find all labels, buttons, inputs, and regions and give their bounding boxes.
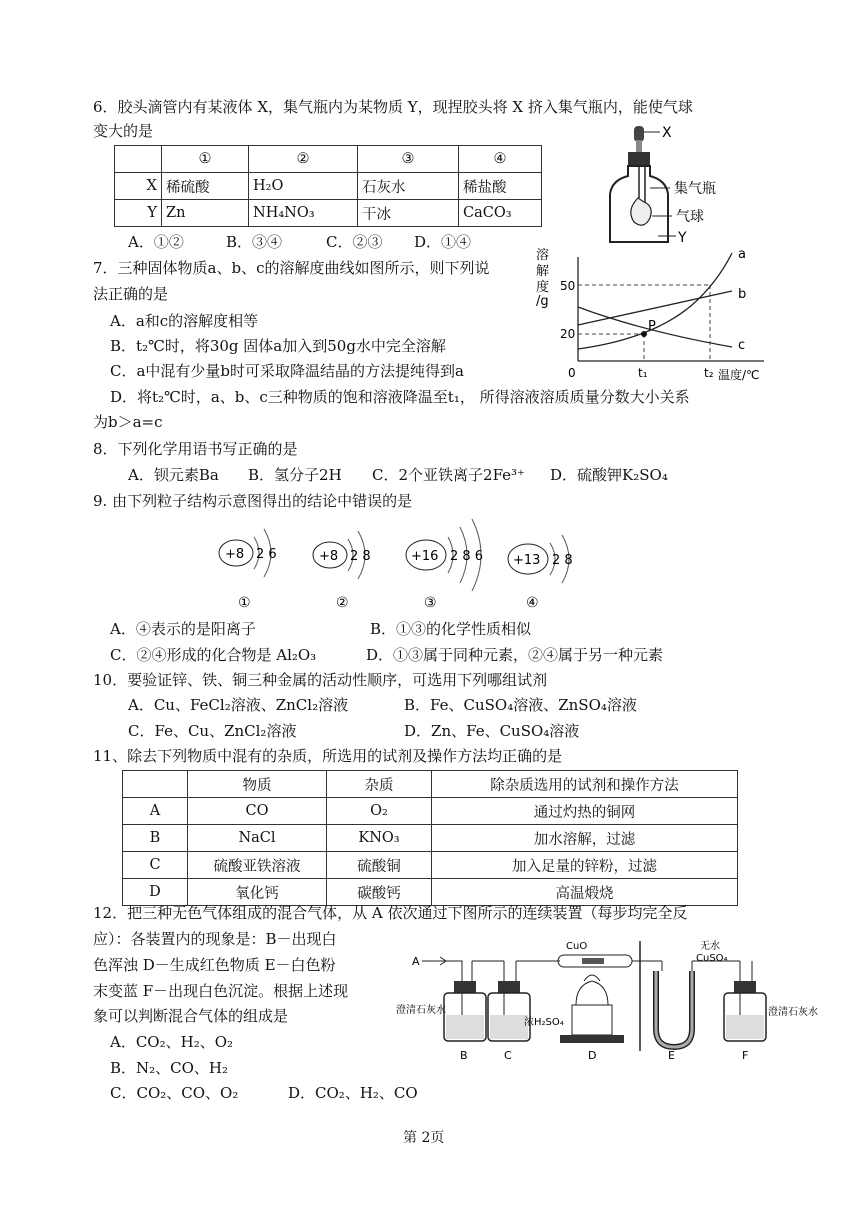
- label-d: D: [588, 1049, 597, 1062]
- q6-option-a: A．①②: [128, 233, 184, 251]
- point-p-label: P: [648, 319, 656, 334]
- q7-option-a: A．a和c的溶解度相等: [110, 312, 259, 330]
- ylabel-1: 溶: [536, 248, 550, 263]
- particle-3: [406, 519, 483, 611]
- q6-table: [114, 145, 542, 227]
- particle-2: [313, 531, 371, 611]
- q6-option-d: D．①④: [414, 233, 472, 251]
- particle-1: [219, 529, 277, 611]
- apparatus-figure: [396, 935, 818, 1065]
- q12-option-c: C．CO₂、CO、O₂: [110, 1084, 239, 1102]
- q11-cell: 碳酸钙: [327, 879, 432, 906]
- q11-cell: A: [123, 798, 188, 825]
- label-e: E: [668, 1049, 675, 1062]
- q6-cell: CaCO₃: [459, 200, 542, 227]
- curve-a: [578, 253, 732, 349]
- shells-3: 2 8 6: [450, 549, 484, 564]
- q11-table: [122, 770, 738, 906]
- q7-option-c: C．a中混有少量b时可采取降温结晶的方法提纯得到a: [110, 362, 464, 380]
- q6-stem-line1: 6．胶头滴管内有某液体 X，集气瓶内为某物质 Y，现捏胶头将 X 挤入集气瓶内，能使气球: [93, 98, 693, 116]
- q6-header-cell: ②: [249, 146, 358, 173]
- q8-option-d: D．硫酸钾K₂SO₄: [550, 466, 668, 484]
- nucleus-1: +8: [225, 547, 245, 562]
- page-number: 第 2页: [403, 1130, 445, 1146]
- q10-option-c: C．Fe、Cu、ZnCl₂溶液: [128, 722, 297, 740]
- cuo-label: CuO: [566, 941, 588, 952]
- q7-option-b: B．t₂℃时，将30g 固体a加入到50g水中完全溶解: [110, 337, 446, 355]
- particle-4: [508, 535, 573, 611]
- q11-cell: D: [123, 879, 188, 906]
- nucleus-2: +8: [319, 549, 339, 564]
- x-tick-0: 0: [568, 366, 576, 380]
- q11-cell: 氧化钙: [188, 879, 327, 906]
- q12-option-d: D．CO₂、H₂、CO: [288, 1084, 418, 1102]
- label-b: B: [460, 1049, 468, 1062]
- cuso4-label: CuSO₄: [696, 953, 728, 964]
- limewater-b-label: 澄清石灰水: [396, 1005, 446, 1016]
- shells-1: 2 6: [256, 547, 277, 562]
- q12-stem-line1: 12．把三种无色气体组成的混合气体，从 A 依次通过下图所示的连续装置（每步均完全反: [93, 904, 688, 922]
- q6-row-label: Y: [115, 200, 162, 227]
- particle-label-2: ②: [336, 595, 349, 611]
- label-bottle: 集气瓶: [674, 181, 716, 197]
- label-x: X: [662, 125, 672, 141]
- q12-stem-line2: 应）：各装置内的现象是：B－出现白: [93, 930, 337, 948]
- q9-option-c: C．②④形成的化合物是 Al₂O₃: [110, 646, 317, 664]
- anhydrous-label: 无水: [700, 941, 720, 952]
- q11-cell: C: [123, 852, 188, 879]
- particle-label-3: ③: [424, 595, 437, 611]
- q6-cell: 石灰水: [358, 173, 459, 200]
- q12-option-b: B．N₂、CO、H₂: [110, 1059, 229, 1077]
- q10-option-a: A．Cu、FeCl₂溶液、ZnCl₂溶液: [128, 696, 349, 714]
- y-tick-20: 20: [560, 327, 576, 341]
- q11-header-cell: 除杂质选用的试剂和操作方法: [432, 771, 738, 798]
- q7-option-d: D．将t₂℃时，a、b、c三种物质的饱和溶液降温至t₁， 所得溶液溶质质量分数大小关系: [110, 388, 690, 406]
- q6-option-c: C．②③: [326, 233, 383, 251]
- particle-diagrams: [210, 515, 590, 613]
- ylabel-4: /g: [536, 294, 549, 309]
- q8-options: [128, 464, 668, 486]
- q11-cell: B: [123, 825, 188, 852]
- q7-option-d-cont: 为b＞a=c: [93, 413, 163, 431]
- q11-cell: 加入足量的锌粉，过滤: [432, 852, 738, 879]
- nucleus-4: +13: [513, 553, 541, 568]
- q10-option-b: B．Fe、CuSO₄溶液、ZnSO₄溶液: [404, 696, 637, 714]
- q11-cell: 硫酸亚铁溶液: [188, 852, 327, 879]
- q7-stem-line1: 7．三种固体物质a、b、c的溶解度曲线如图所示，则下列说: [93, 259, 490, 277]
- q12-stem-line3: 色浑浊 D－生成红色物质 E－白色粉: [93, 956, 336, 974]
- q11-cell: 硫酸铜: [327, 852, 432, 879]
- q6-cell: Zn: [162, 200, 249, 227]
- particle-label-4: ④: [526, 595, 539, 611]
- q11-header-cell: 杂质: [327, 771, 432, 798]
- q6-row-label: X: [115, 173, 162, 200]
- y-tick-50: 50: [560, 279, 576, 293]
- xlabel: 温度/℃: [718, 368, 760, 382]
- curve-label-a: a: [738, 247, 746, 262]
- curve-label-c: c: [738, 338, 746, 353]
- q9-option-a: A．④表示的是阳离子: [110, 620, 256, 638]
- q6-header-cell: ③: [358, 146, 459, 173]
- q12-stem-line5: 象可以判断混合气体的组成是: [93, 1007, 289, 1025]
- bottle-c: [488, 961, 564, 1062]
- label-f: F: [742, 1049, 749, 1062]
- label-c: C: [504, 1049, 512, 1062]
- ylabel-2: 解: [536, 264, 550, 279]
- q7-stem-line2: 法正确的是: [93, 285, 169, 303]
- q11-cell: 通过灼热的铜网: [432, 798, 738, 825]
- q11-header-cell: [123, 771, 188, 798]
- q6-cell: H₂O: [249, 173, 358, 200]
- q8-option-c: C．2个亚铁离子2Fe³⁺: [372, 466, 525, 484]
- q11-cell: CO: [188, 798, 327, 825]
- inlet-label: A: [412, 955, 420, 968]
- q9-stem: 9. 由下列粒子结构示意图得出的结论中错误的是: [93, 492, 413, 510]
- q11-cell: 加水溶解，过滤: [432, 825, 738, 852]
- q10-option-d: D．Zn、Fe、CuSO₄溶液: [404, 722, 580, 740]
- q6-options: [128, 231, 471, 253]
- q6-cell: 稀盐酸: [459, 173, 542, 200]
- q9-option-b: B．①③的化学性质相似: [370, 620, 532, 638]
- particle-label-1: ①: [238, 595, 251, 611]
- q6-stem-line2: 变大的是: [93, 122, 154, 140]
- q8-stem: 8．下列化学用语书写正确的是: [93, 440, 298, 458]
- tube-d: [558, 941, 662, 1062]
- q11-cell: KNO₃: [327, 825, 432, 852]
- q6-option-b: B．③④: [226, 233, 283, 251]
- shells-2: 2 8: [350, 549, 371, 564]
- curve-label-b: b: [738, 287, 747, 302]
- x-tick-t1: t₁: [638, 366, 648, 380]
- shells-4: 2 8: [552, 553, 573, 568]
- q6-header-cell: [115, 146, 162, 173]
- u-tube-e: [656, 939, 740, 1062]
- q8-option-b: B．氢分子2H: [248, 466, 342, 484]
- gas-bottle-figure: [598, 118, 758, 248]
- q6-header-cell: ①: [162, 146, 249, 173]
- q11-cell: NaCl: [188, 825, 327, 852]
- x-tick-t2: t₂: [704, 366, 714, 380]
- q6-cell: 稀硫酸: [162, 173, 249, 200]
- q6-cell: NH₄NO₃: [249, 200, 358, 227]
- bottle-f: [724, 961, 818, 1062]
- q12-stem-line4: 末变蓝 F－出现白色沉淀。根据上述现: [93, 982, 349, 1000]
- q11-stem: 11、除去下列物质中混有的杂质，所选用的试剂及操作方法均正确的是: [93, 747, 563, 765]
- label-balloon: 气球: [676, 209, 704, 225]
- ylabel-3: 度: [536, 280, 550, 295]
- q11-cell: 高温煅烧: [432, 879, 738, 906]
- q6-header-cell: ④: [459, 146, 542, 173]
- nucleus-3: +16: [411, 549, 439, 564]
- h2so4-label: 浓H₂SO₄: [524, 1017, 564, 1028]
- limewater-f-label: 澄清石灰水: [768, 1007, 818, 1018]
- q10-stem: 10．要验证锌、铁、铜三种金属的活动性顺序，可选用下列哪组试剂: [93, 671, 548, 689]
- q11-cell: O₂: [327, 798, 432, 825]
- q11-header-cell: 物质: [188, 771, 327, 798]
- label-y: Y: [678, 230, 687, 246]
- q12-option-a: A．CO₂、H₂、O₂: [110, 1033, 234, 1051]
- q6-cell: 干冰: [358, 200, 459, 227]
- solubility-graph: [532, 243, 772, 385]
- q9-option-d: D．①③属于同种元素，②④属于另一种元素: [366, 646, 664, 664]
- q8-option-a: A．钡元素Ba: [128, 466, 219, 484]
